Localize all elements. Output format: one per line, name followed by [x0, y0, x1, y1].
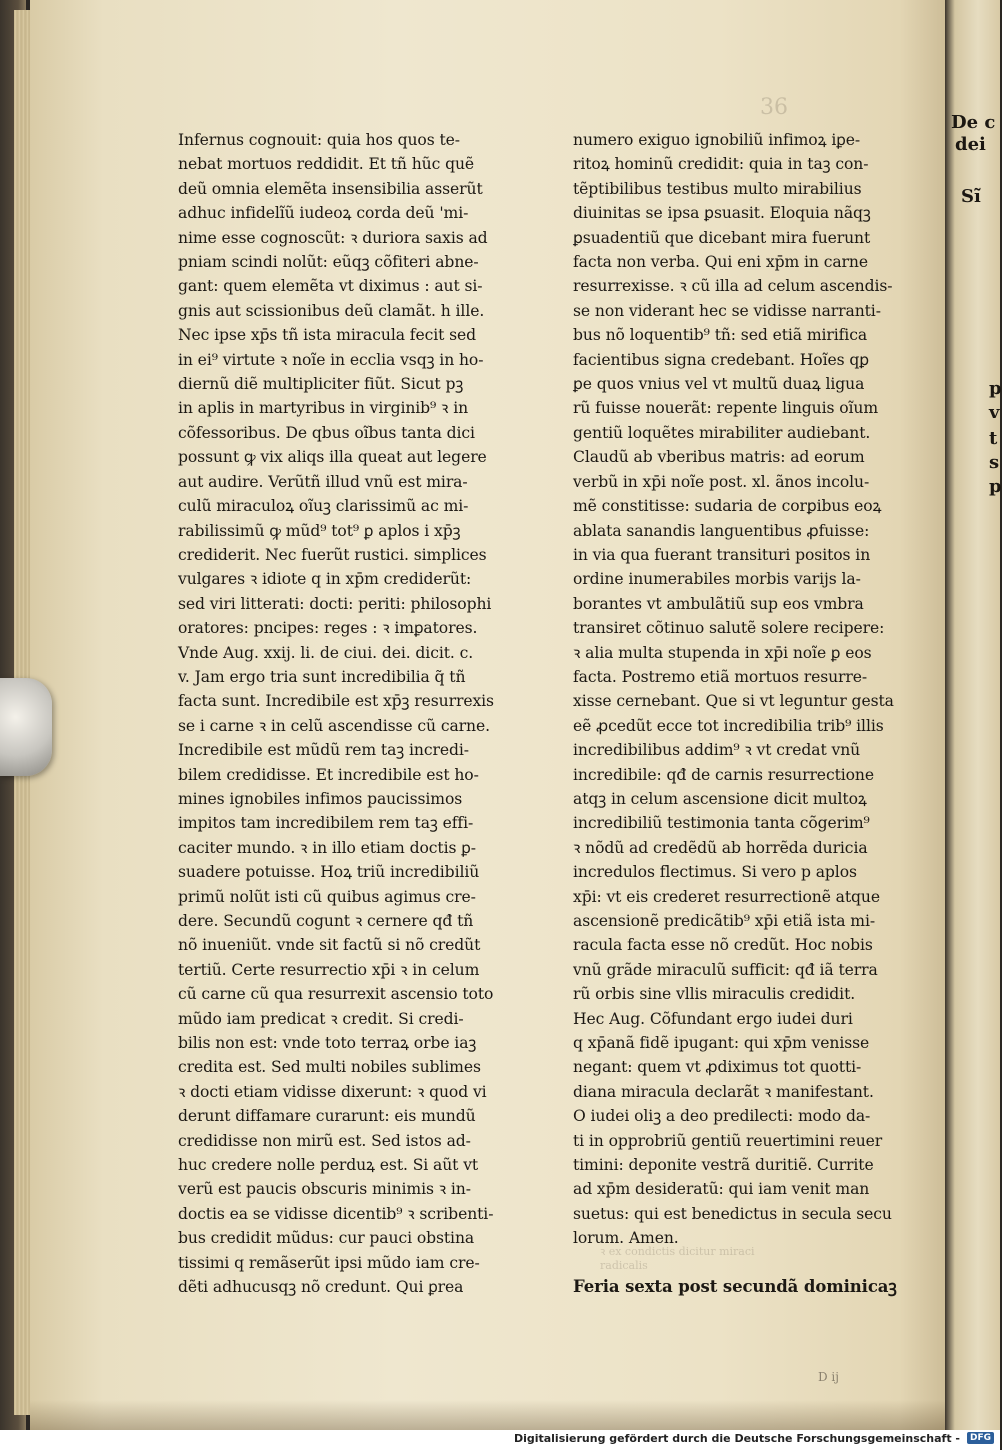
text-line: resurrexisse. ꝛ cũ illa ad celum ascendis-	[573, 277, 893, 296]
text-line: numero exiguo ignobiliũ infimoꝝ iꝑe-	[573, 131, 861, 149]
text-line: facientibus signa credebant. Hoĩes qꝑ	[573, 350, 870, 369]
text-line: doctis ea se vidisse dicentib⁹ ꝛ scribenti-	[178, 1204, 494, 1223]
text-line: incredibile: qđ de carnis resurrectione	[573, 765, 874, 784]
text-line: culũ miraculoꝝ oĩuꝫ clarissimũ ac mi-	[178, 497, 469, 516]
text-line: sed viri litterati: docti: periti: philosophi	[178, 594, 492, 613]
text-line: in aplis in martyribus in virginib⁹ ꝛ in	[178, 399, 469, 418]
text-line: nebat mortuos reddidit. Et tñ hũc quẽ	[178, 155, 475, 174]
text-line: adhuc infidelĩũ iudeoꝝ corda deũ 'mi-	[178, 204, 469, 223]
text-line: vulgares ꝛ idiote q in xp̄m crediderũt:	[178, 570, 472, 589]
text-line: nõ inueniũt. vnde sit factũ si nõ credũt	[178, 936, 481, 955]
text-line: mẽ constitisse: sudaria de corꝑibus eoꝝ	[573, 497, 882, 516]
show-through-text: ꝛ ex condictis dicitur miraci radicalis	[600, 1245, 755, 1272]
text-line: diernũ diẽ multipliciter fiũt. Sicut pꝫ	[178, 375, 464, 394]
text-line: diana miracula declarãt ꝛ manifestant.	[573, 1082, 874, 1101]
text-line: tẽptibilibus testibus multo mirabilius	[573, 179, 862, 198]
text-line: nime esse cognoscũt: ꝛ duriora saxis ad	[178, 228, 488, 247]
text-line: O iudei oliꝫ a deo predilecti: modo da-	[573, 1107, 871, 1126]
text-line: ꝑsuadentiũ que dicebant mira fuerunt	[573, 228, 871, 247]
text-line: cũ carne cũ qua resurrexit ascensio toto	[178, 985, 494, 1004]
text-line: ad xp̄m desideratũ: qui iam venit man	[573, 1180, 870, 1199]
text-line: racula facta esse nõ credũt. Hoc nobis	[573, 936, 873, 955]
text-line: in ei⁹ virtute ꝛ noĩe in ecclia vsqꝫ in ho-	[178, 350, 484, 369]
text-line: q xp̄anã fidẽ ipugant: qui xp̄m venisse	[573, 1034, 870, 1053]
text-line: rabilissimũ ꝙ mũd⁹ tot⁹ ꝑ aplos i xp̄ꝫ	[178, 521, 461, 540]
text-line: pniam scindi nolũt: eũqꝫ cõfiteri abne-	[178, 253, 479, 272]
text-line: v. Jam ergo tria sunt incredibilia q̃ tñ	[178, 667, 466, 686]
text-line: xisse cernebant. Que si vt leguntur gesta	[573, 692, 894, 711]
left-text-column	[178, 128, 554, 1300]
text-line: cõfessoribus. De qbus oĩbus tanta dici	[178, 423, 475, 442]
text-line: bilis non est: vnde toto terraꝝ orbe iaꝫ	[178, 1034, 477, 1053]
text-line: incredibilibus addim⁹ ꝛ vt credat vnũ	[573, 741, 861, 760]
facing-page-fragment: p	[989, 476, 1002, 497]
page-clip	[0, 678, 52, 776]
text-line: mines ignobiles infimos paucissimos	[178, 789, 463, 808]
facing-page-fragment: t	[989, 428, 998, 449]
text-line: ascensionẽ predicãtib⁹ xp̄i etiã ista mi-	[573, 912, 876, 930]
facing-page-fragment: De c	[951, 112, 996, 133]
text-line: Hec Aug. Cõfundant ergo iudei duri	[573, 1009, 853, 1028]
text-line: diuinitas se ipsa ꝑsuasit. Eloquia nãqꝫ	[573, 204, 871, 223]
facing-page-fragment: dei	[955, 134, 986, 155]
text-line: ꝛ alia multa stupenda in xp̄i noĩe ꝑ eos	[573, 643, 872, 662]
text-line: negant: quem vt ꝓdiximus tot quotti-	[573, 1058, 862, 1077]
text-line: suetus: qui est benedictus in secula secu	[573, 1204, 892, 1223]
text-line: rũ fuisse nouerãt: repente linguis oĩum	[573, 399, 879, 418]
text-line: ritoꝝ hominũ credidit: quia in taꝫ con-	[573, 155, 869, 174]
text-line: mũdo iam predicat ꝛ credit. Si credi-	[178, 1009, 464, 1028]
text-line: se i carne ꝛ in celũ ascendisse cũ carne.	[178, 716, 490, 735]
text-line: lorum. Amen.	[573, 1229, 679, 1248]
text-line: impitos tam incredibilem rem taꝫ effi-	[178, 814, 474, 833]
text-line: verũ est paucis obscuris minimis ꝛ in-	[178, 1180, 471, 1199]
text-line: incredibiliũ testimonia tanta cõgerim⁹	[573, 814, 870, 833]
text-line: bus credidit mũdus: cur pauci obstina	[178, 1229, 475, 1248]
text-line: aut audire. Verũtñ illud vnũ est mira-	[178, 472, 468, 491]
footer-credit: Digitalisierung gefördert durch die Deutsche Forschungsgemeinschaft -	[513, 1432, 960, 1445]
text-line: verbũ in xp̄i noĩe post. xl. ãnos incolu-	[573, 472, 870, 491]
text-line: oratores: pncipes: reges : ꝛ imꝑatores.	[178, 619, 478, 638]
facing-page-edge	[945, 0, 1000, 1430]
text-line: suadere potuisse. Hoꝝ triũ incredibiliũ	[178, 863, 480, 882]
text-line: timini: deponite vestrã duritiẽ. Currite	[573, 1156, 874, 1175]
text-line: credita est. Sed multi nobiles sublimes	[178, 1058, 481, 1077]
text-line: gant: quem elemẽta vt diximus : aut si-	[178, 277, 483, 296]
facing-page-fragment: p	[989, 378, 1002, 399]
text-line: ꝑe quos vnius vel vt multũ duaꝝ ligua	[573, 375, 865, 394]
text-line: ꝛ docti etiam vidisse dixerunt: ꝛ quod vi	[178, 1082, 487, 1101]
page-bottom-shadow	[30, 1400, 945, 1430]
text-line: xp̄i: vt eis crederet resurrectionẽ atque	[573, 887, 880, 906]
text-line: incredulos flectimus. Si vero p aplos	[573, 863, 857, 882]
text-line: primũ nolũt isti cũ quibus agimus cre-	[178, 887, 476, 906]
text-line: caciter mundo. ꝛ in illo etiam doctis ꝑ-	[178, 838, 476, 857]
text-line: in via qua fuerant transituri positos in	[573, 545, 871, 564]
text-line: facta sunt. Incredibile est xp̄ꝫ resurrexis	[178, 692, 494, 711]
text-line: bus nõ loquentib⁹ tñ: sed etiã mirifica	[573, 326, 868, 345]
text-line: dẽti adhucusqꝫ nõ credunt. Qui ꝑrea	[178, 1278, 464, 1297]
dfg-logo: DFG	[967, 1432, 994, 1444]
text-line: bilem credidisse. Et incredibile est ho-	[178, 765, 479, 784]
text-line: atqꝫ in celum ascensione dicit multoꝝ	[573, 789, 867, 808]
text-line: facta. Postremo etiã mortuos resurre-	[573, 667, 868, 686]
text-line: transiret cõtinuo salutẽ solere recipere:	[573, 619, 885, 638]
text-line: eẽ ꝓcedũt ecce tot incredibilia trib⁹ illis	[573, 716, 884, 735]
text-line: possunt ꝙ vix aliqs illa queat aut legere	[178, 448, 487, 467]
text-line: deũ omnia elemẽta insensibilia asserũt	[178, 179, 483, 198]
text-line: Incredibile est mũdũ rem taꝫ incredi-	[178, 741, 469, 760]
text-line: dere. Secundũ cogunt ꝛ cernere qđ tñ	[178, 912, 474, 930]
text-line: crediderit. Nec fuerũt rustici. simplices	[178, 545, 487, 564]
text-line: borantes vt ambulãtiũ sup eos vmbra	[573, 594, 864, 613]
text-line: Infernus cognouit: quia hos quos te-	[178, 131, 460, 149]
text-line: derunt diffamare curarunt: eis mundũ	[178, 1107, 476, 1126]
show-through-folio: 36	[760, 95, 788, 120]
facing-page-fragment: v	[989, 402, 1000, 423]
text-line: ꝛ nõdũ ad credẽdũ ab horrẽda duricia	[573, 838, 868, 857]
facing-page-fragment: s	[989, 452, 1000, 473]
right-text-column	[573, 128, 941, 1299]
text-line: gnis aut scissionibus deũ clamãt. h ille.	[178, 301, 485, 320]
text-line: gentiũ loquẽtes mirabiliter audiebant.	[573, 423, 871, 442]
text-line: ti in opprobriũ gentiũ reuertimini reuer	[573, 1131, 883, 1150]
text-line: tissimi q remãserũt ipsi mũdo iam cre-	[178, 1253, 480, 1272]
text-line: facta non verba. Qui eni xp̄m in carne	[573, 253, 868, 272]
text-line: Claudũ ab vberibus matris: ad eorum	[573, 448, 865, 467]
signature-mark: D ij	[818, 1370, 839, 1384]
text-line: tertiũ. Certe resurrectio xp̄i ꝛ in celum	[178, 960, 480, 979]
text-line: vnũ grãde miraculũ sufficit: qđ iã terra	[573, 960, 878, 979]
text-line: rũ orbis sine vllis miraculis credidit.	[573, 985, 856, 1004]
text-line: huc credere nolle perduꝝ est. Si aũt vt	[178, 1156, 479, 1175]
text-line: ablata sanandis languentibus ꝓfuisse:	[573, 521, 870, 540]
facing-page-fragment: Sĩ	[961, 186, 981, 207]
text-line: Nec ipse xp̄s tñ ista miracula fecit sed	[178, 326, 477, 345]
section-heading: Feria sexta post secundã dominicaꝫ	[573, 1276, 897, 1296]
text-line: ordine inumerabiles morbis varijs la-	[573, 570, 861, 589]
text-line: Vnde Aug. xxij. li. de ciui. dei. dicit. c.	[178, 643, 474, 662]
text-line: se non viderant hec se vidisse narranti-	[573, 301, 881, 320]
text-line: credidisse non mirũ est. Sed istos ad-	[178, 1131, 471, 1150]
